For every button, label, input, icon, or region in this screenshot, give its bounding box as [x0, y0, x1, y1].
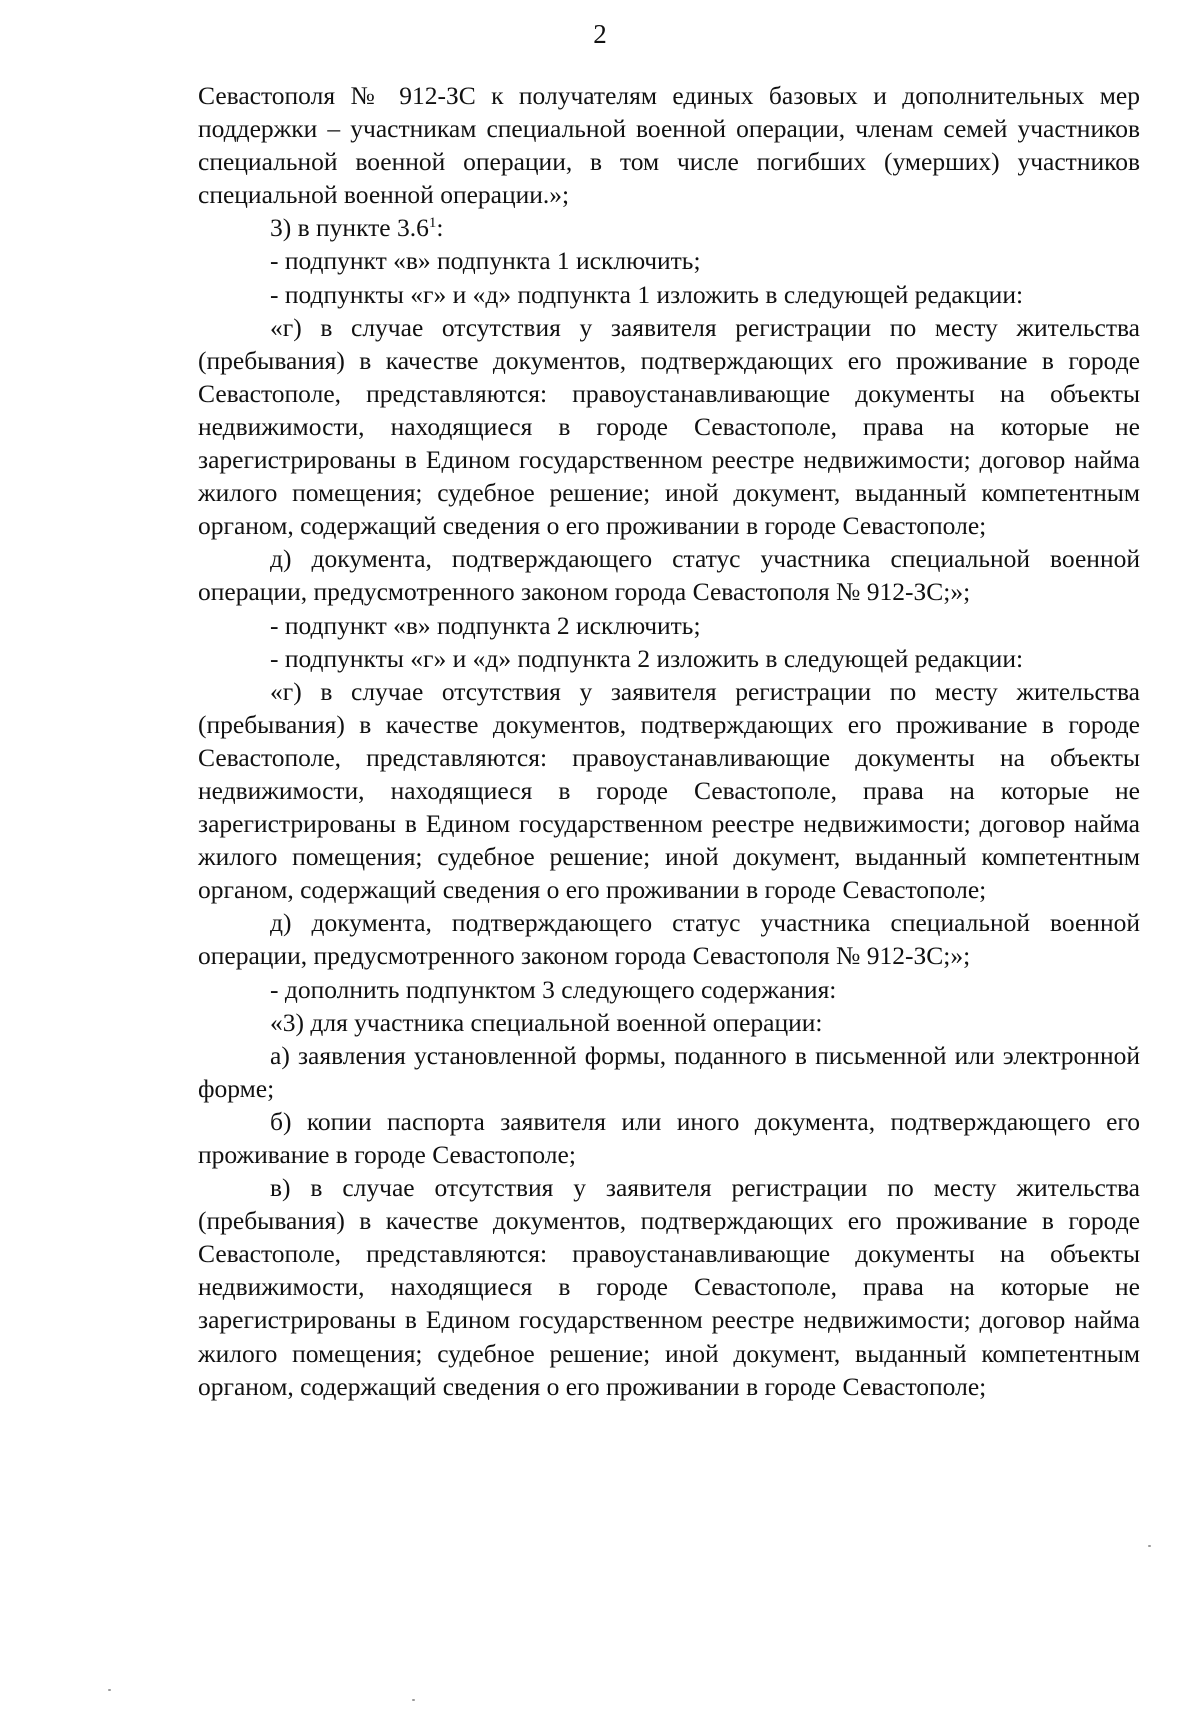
paragraph-exclude-sub2-v: - подпункт «в» подпункта 2 исключить;	[270, 610, 701, 640]
scan-speck	[1148, 1545, 1151, 1547]
paragraph-sub3-intro: «3) для участника специальной военной операции:	[270, 1007, 823, 1037]
page-number: 2	[593, 19, 607, 49]
paragraph-sub1-d: д) документа, подтверждающего статус участника специальной военной операции, предусмотренного законом города Севастополя № 912-ЗС;»;	[198, 544, 1140, 607]
paragraph-sub3-a: а) заявления установленной формы, поданного в письменной или электронной форме;	[198, 1040, 1140, 1103]
paragraph-exclude-sub1-v: - подпункт «в» подпункта 1 исключить;	[270, 246, 701, 276]
paragraph-continuation: Севастополя № 912-ЗС к получателям единых базовых и дополнительных мер поддержки – участникам специальной военной операции, членам семей участников специальной военной операции, в том числе погибших (умерших) участников специальной военной операции.»;	[198, 81, 1140, 210]
paragraph-item-3	[198, 211, 1140, 244]
paragraph-sub2-d: д) документа, подтверждающего статус участника специальной военной операции, предусмотренного законом города Севастополя № 912-ЗС;»;	[198, 908, 1140, 971]
item-3-superscript: 1	[428, 215, 437, 232]
paragraph-amend-sub2: - подпункты «г» и «д» подпункта 2 изложить в следующей редакции:	[270, 643, 1024, 673]
paragraph-sub1-g: «г) в случае отсутствия у заявителя регистрации по месту жительства (пребывания) в качестве документов, подтверждающих его проживание в городе Севастополе, представляются: правоустанавливающие документы на объекты недвижимости, находящиеся в городе Севастополе, права на которые не зарегистрированы в Едином государственном реестре недвижимости; договор найма жилого помещения; судебное решение; иной документ, выданный компетентным органом, содержащий сведения о его проживании в городе Севастополе;	[198, 312, 1140, 541]
item-3-colon: :	[436, 213, 444, 243]
paragraph-add-sub3: - дополнить подпунктом 3 следующего содержания:	[270, 974, 837, 1004]
paragraph-sub2-g: «г) в случае отсутствия у заявителя регистрации по месту жительства (пребывания) в качестве документов, подтверждающих его проживание в городе Севастополе, представляются: правоустанавливающие документы на объекты недвижимости, находящиеся в городе Севастополе, права на которые не зарегистрированы в Едином государственном реестре недвижимости; договор найма жилого помещения; судебное решение; иной документ, выданный компетентным органом, содержащий сведения о его проживании в городе Севастополе;	[198, 676, 1140, 905]
document-body	[198, 79, 1140, 1403]
scan-speck	[412, 1699, 415, 1701]
item-3-text: 3) в пункте 3.6	[270, 213, 429, 243]
scan-speck	[108, 1689, 111, 1691]
paragraph-amend-sub1: - подпункты «г» и «д» подпункта 1 изложить в следующей редакции:	[270, 279, 1024, 309]
paragraph-sub3-b: б) копии паспорта заявителя или иного документа, подтверждающего его проживание в городе Севастополе;	[198, 1106, 1140, 1169]
paragraph-sub3-v: в) в случае отсутствия у заявителя регистрации по месту жительства (пребывания) в качестве документов, подтверждающих его проживание в городе Севастополе, представляются: правоустанавливающие документы на объекты недвижимости, находящиеся в городе Севастополе, права на которые не зарегистрированы в Едином государственном реестре недвижимости; договор найма жилого помещения; судебное решение; иной документ, выданный компетентным органом, содержащий сведения о его проживании в городе Севастополе;	[198, 1173, 1140, 1401]
